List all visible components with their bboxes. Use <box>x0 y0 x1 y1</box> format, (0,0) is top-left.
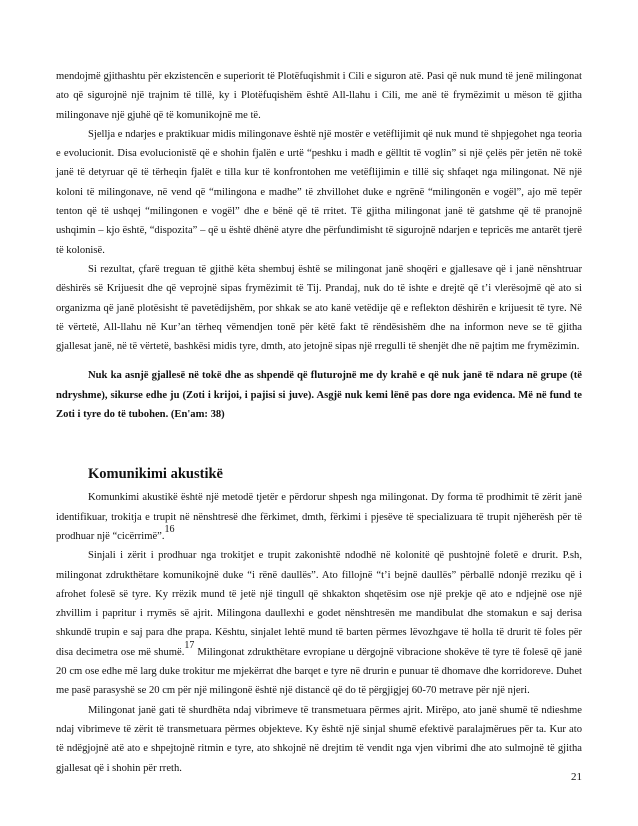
paragraph <box>56 488 582 546</box>
paragraph-text: Komunkimi akustikë është një metodë tjetër e përdorur shpesh nga milingonat. Dy forma të prodhimit të zërit janë identifikuar, trokitja e trupit në nënshtresë dhe fërkimet, dmth, fërkimi i pjesëve të specializuara të trupit njëherësh për të prodhuar një “cicërrimë”. <box>56 492 582 542</box>
page-content <box>56 67 582 778</box>
page-number: 21 <box>571 771 582 783</box>
quran-quote: Nuk ka asnjë gjallesë në tokë dhe as shpendë që fluturojnë me dy krahë e që nuk janë të ndara në grupe (të ndryshme), sikurse edhe ju (Zoti i krijoi, i pajisi si juve). Asgjë nuk kemi lënë pas dore nga evidenca. Më në fund te Zoti i tyre do të tubohen. (En'am: 38) <box>56 370 582 421</box>
paragraph-text: Sinjali i zërit i prodhuar nga trokitjet e trupit zakonishtë ndodhë në kolonitë që pushtojnë foletë e drurit. P.sh, milingonat zdrukthëtare komunikojnë duke “i rënë daullës”. Ato fillojnë “t’i bejnë daullës” përballë ndonjë rreziku që i afrohet folesë së tyre. Ky rrëzik mund të jetë një tingull që shkakton shqetësim ose një prekje që ato e ndjejnë ose një zhvillim i papritur i rrymës së ajrit. Milingona daullexhi e godet nënshtresën me mandibulat dhe stomakun e saj derisa shkundë trupin e saj para dhe prapa. Kështu, sinjalet lehtë mund të barten përmes lëvozhgave të holla të drurit të foles për disa decimetra ose më shumë. <box>56 550 582 658</box>
footnote-marker[interactable]: 17 <box>184 639 195 651</box>
section-heading: Komunikimi akustikë <box>88 466 223 483</box>
paragraph: Milingonat janë gati të shurdhëta ndaj vibrimeve të transmetuara përmes ajrit. Mirëpo, ato janë shumë të ndieshme ndaj vibrimeve të zërit të transmetuara përmes objekteve. Ky është një sinjal shumë efektivë paralajmërues për ta. Kur ato të ndëgjojnë atë ato e shpejtojnë ritmin e tyre, ato shkojnë në drejtim të vendit nga vjen vibrimi dhe ato sulmojnë të gjitha gjallesat që i shohin për rreth. <box>56 704 582 774</box>
paragraph: Sjellja e ndarjes e praktikuar midis milingonave është një mostër e vetëflijimit që nuk mund të shpjegohet nga teoria e evolucionit. Disa evolucionistë që e shohin fjalën e urtë “peshku i madh e gëlltit të voglin” si një çelës për jetën në tokë janë të detyruar që të tërheqin fjalët e tilla kur të konfrontohen me vetëflijimin e tillë siç shfaqet nga milingonat. Në një koloni të milingonave, në vend që “milingona e madhe” të zhvillohet duke e ngrënë “milingonën e vogël”, ajo më tepër tenton që të ushqej “milingonen e vogël” dhe e bënë që të rritet. Të gjitha milingonat janë të gatshme që të pranojnë ushqimin – kjo është, “dispozita” – që u është dhënë atyre dhe përfundimisht të sigurojnë ndarjen e tepricës me antarët tjerë të kolonisë. <box>56 128 582 256</box>
paragraph <box>56 546 582 700</box>
paragraph: Si rezultat, çfarë treguan të gjithë këta shembuj është se milingonat janë shoqëri e gjallesave që i janë nënshtruar dëshirës së Krijuesit dhe që veprojnë sipas frymëzimit të Tij. Prandaj, nuk do të ishte e drejtë që t’i vlerësojmë që ato si organizma që janë plotësisht të pavetëdijshëm, por shkak se ato kanë vetëdije që e reflekton dëshirën e krijuesit të tyre. Në të vërtetë, All-llahu në Kur’an tërheq vëmendjen tonë për këtë fakt të rëndësishëm dhe na informon neve se të gjitha gjallesat janë, në të vërtetë, bashkësi midis tyre, dmth, ato jetojnë sipas një rregulli të shenjët dhe në pajtim me frymëzimin. <box>56 263 582 353</box>
paragraph-text: Milingonat zdrukthëtare evropiane u dërgojnë vibracione shokëve të tyre të folesë që janë 20 cm ose edhe më larg duke trokitur me mjekërrat dhe barqet e tyre në drurin e punuar të dhomave dhe korridoreve. Duhet me pasë parasyshë se 20 cm për një milingonë është një distancë që do të përgjigjej 60-70 metrave për një njeri. <box>56 646 582 697</box>
footnote-marker[interactable]: 16 <box>164 523 175 535</box>
paragraph: mendojmë gjithashtu për ekzistencën e superiorit të Plotëfuqishmit i Cili e siguron atë. Pasi që nuk mund të jenë milingonat ato që sigurojnë një trajnim të tillë, ky i Plotëfuqishëm është All-llahu i Cili, me anë të frymëzimit u mëson të gjitha milingonave një gjuhë që të komunikojnë me të. <box>56 71 582 121</box>
